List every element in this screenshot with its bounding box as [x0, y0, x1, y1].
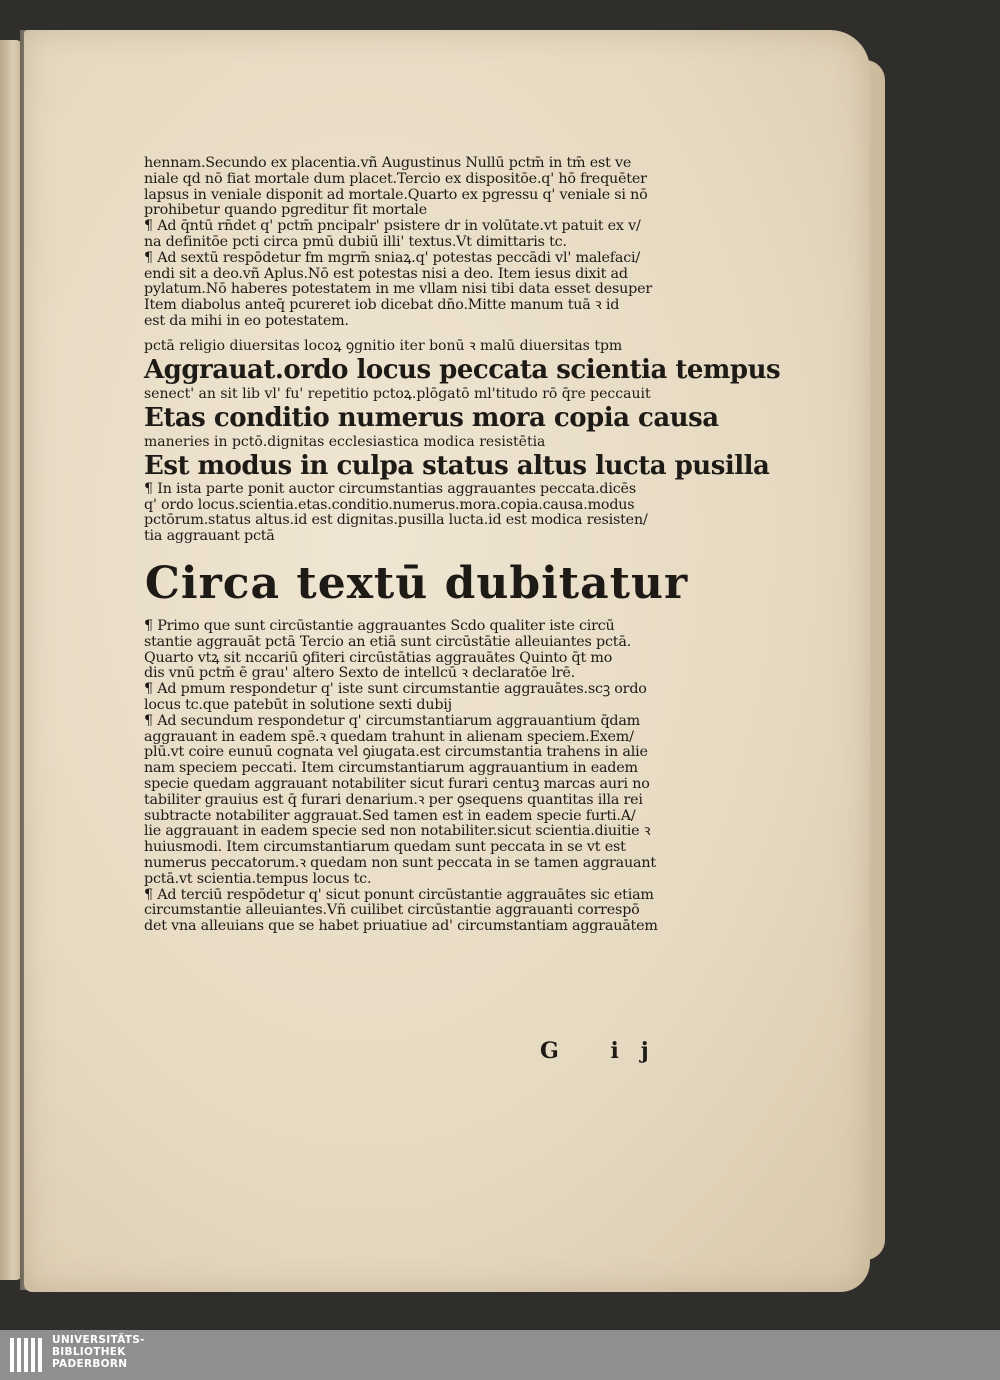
text-line: ¶ Ad sextū respōdetur fm mgrm̄ sniaꝝ.q' potestas peccādi vl' malefaci/ — [144, 250, 640, 266]
text-line: aggrauant in eadem spē.ꝛ quedam trahunt in alienam speciem.Exem/ — [144, 729, 634, 745]
text-line: ¶ Ad terciū respōdetur q' sicut ponunt circūstantie aggrauātes sic etiam — [144, 887, 654, 903]
verse-line: Aggrauat.ordo locus peccata scientia tempus — [144, 354, 781, 385]
text-line: endi sit a deo.vñ Aplus.Nō est potestas nisi a deo. Item iesus dixit ad — [144, 266, 628, 282]
text-line: numerus peccatorum.ꝛ quedam non sunt peccata in se tamen aggrauant — [144, 855, 656, 871]
signature-mark: G ij — [540, 1038, 671, 1064]
text-line: q' ordo locus.scientia.etas.conditio.numerus.mora.copia.causa.modus — [144, 497, 635, 513]
text-line: dis vnū pctm̄ ē grau' altero Sexto de intellcū ꝛ declaratōe lrē. — [144, 666, 575, 682]
page-text — [144, 156, 781, 935]
text-line: ¶ Ad q̄ntū rn̄det q' pctm̄ pncipalr' psistere dr in volūtate.vt patuit ex v/ — [144, 219, 641, 235]
text-line: stantie aggrauāt pctā Tercio an etiā sunt circūstātie alleuiantes pctā. — [144, 634, 631, 650]
text-line: ¶ Primo que sunt circūstantie aggrauantes Scdo qualiter iste circū — [144, 618, 615, 634]
text-line: circumstantie alleuiantes.Vñ cuilibet circūstantie aggrauanti correspō — [144, 903, 640, 919]
text-line: det vna alleuians que se habet priuatiue ad' circumstantiam aggrauātem — [144, 919, 658, 935]
text-line: locus tc.que patebūt in solutione sexti dubij — [144, 697, 452, 713]
text-line: hennam.Secundo ex placentia.vñ Augustinus Nullū pctm̄ in tm̄ est ve — [144, 156, 632, 171]
verse-gloss: pctā religio diuersitas locoꝝ ꝯgnitio iter bonū ꝛ malū diuersitas tpm — [144, 337, 623, 354]
text-line: ¶ In ista parte ponit auctor circumstantias aggrauantes peccata.dicēs — [144, 481, 636, 497]
text-line: pctōrum.status altus.id est dignitas.pusilla lucta.id est modica resisten/ — [144, 513, 648, 529]
library-name-line: UNIVERSITÄTS- — [52, 1334, 145, 1346]
text-line: Quarto vtꝝ sit nccariū ꝯfiteri circūstātias aggrauātes Quinto q̄t mo — [144, 650, 613, 666]
facing-page-edge — [0, 40, 22, 1280]
library-logo-icon — [10, 1338, 44, 1372]
text-line: pctā.vt scientia.tempus locus tc. — [144, 871, 372, 887]
section-heading: Circa textū dubitatur — [144, 557, 689, 609]
library-name-line: BIBLIOTHEK — [52, 1346, 126, 1358]
text-line: lapsus in veniale disponit ad mortale.Quarto ex pgressu q' veniale si nō — [144, 187, 648, 203]
text-line: lie aggrauant in eadem specie sed non notabiliter.sicut scientia.diuitie ꝛ — [144, 824, 651, 840]
text-line: nam speciem peccati. Item circumstantiarum aggrauantium in eadem — [144, 761, 638, 777]
text-line: est da mihi in eo potestatem. — [144, 313, 349, 329]
text-line: ¶ Ad secundum respondetur q' circumstantiarum aggrauantium q̄dam — [144, 713, 641, 729]
verse-line: Etas conditio numerus mora copia causa — [144, 402, 719, 433]
library-name — [52, 1334, 145, 1370]
text-line: prohibetur quando pgreditur fit mortale — [144, 203, 428, 219]
verse-gloss: maneries in pctō.dignitas ecclesiastica modica resistētia — [144, 433, 546, 450]
text-line: tabiliter grauius est q̄ furari denarium.ꝛ per ꝯsequens quantitas illa rei — [144, 792, 643, 808]
text-line: huiusmodi. Item circumstantiarum quedam sunt peccata in se vt est — [144, 840, 626, 856]
text-line: niale qd nō fiat mortale dum placet.Tercio ex dispositōe.q' hō frequēter — [144, 171, 647, 187]
verse-line: Est modus in culpa status altus lucta pusilla — [144, 450, 770, 481]
text-line: tia aggrauant pctā — [144, 529, 275, 545]
text-line: Item diabolus anteq̄ pcureret iob dicebat dn̄o.Mitte manum tuā ꝛ id — [144, 298, 620, 314]
text-line: specie quedam aggrauant notabiliter sicut furari centuꝫ marcas auri no — [144, 776, 650, 792]
text-line: plū.vt coire eunuū cognata vel ꝯiugata.est circumstantia trahens in alie — [144, 745, 648, 761]
text-line: ¶ Ad pmum respondetur q' iste sunt circumstantie aggrauātes.scꝫ ordo — [144, 682, 647, 698]
text-line: subtracte notabiliter aggrauat.Sed tamen est in eadem specie furti.A/ — [144, 808, 636, 824]
text-line: na definitōe pcti circa pmū dubiū illi' textus.Vt dimittaris tc. — [144, 234, 567, 250]
library-name-line: PADERBORN — [52, 1358, 128, 1370]
text-line: pylatum.Nō haberes potestatem in me vllam nisi tibi data esset desuper — [144, 282, 652, 298]
verse-gloss: senect' an sit lib vl' fu' repetitio pctoꝝ.plōgatō ml'titudo rō q̄re peccauit — [144, 385, 651, 402]
footer-bar — [0, 1330, 1000, 1380]
